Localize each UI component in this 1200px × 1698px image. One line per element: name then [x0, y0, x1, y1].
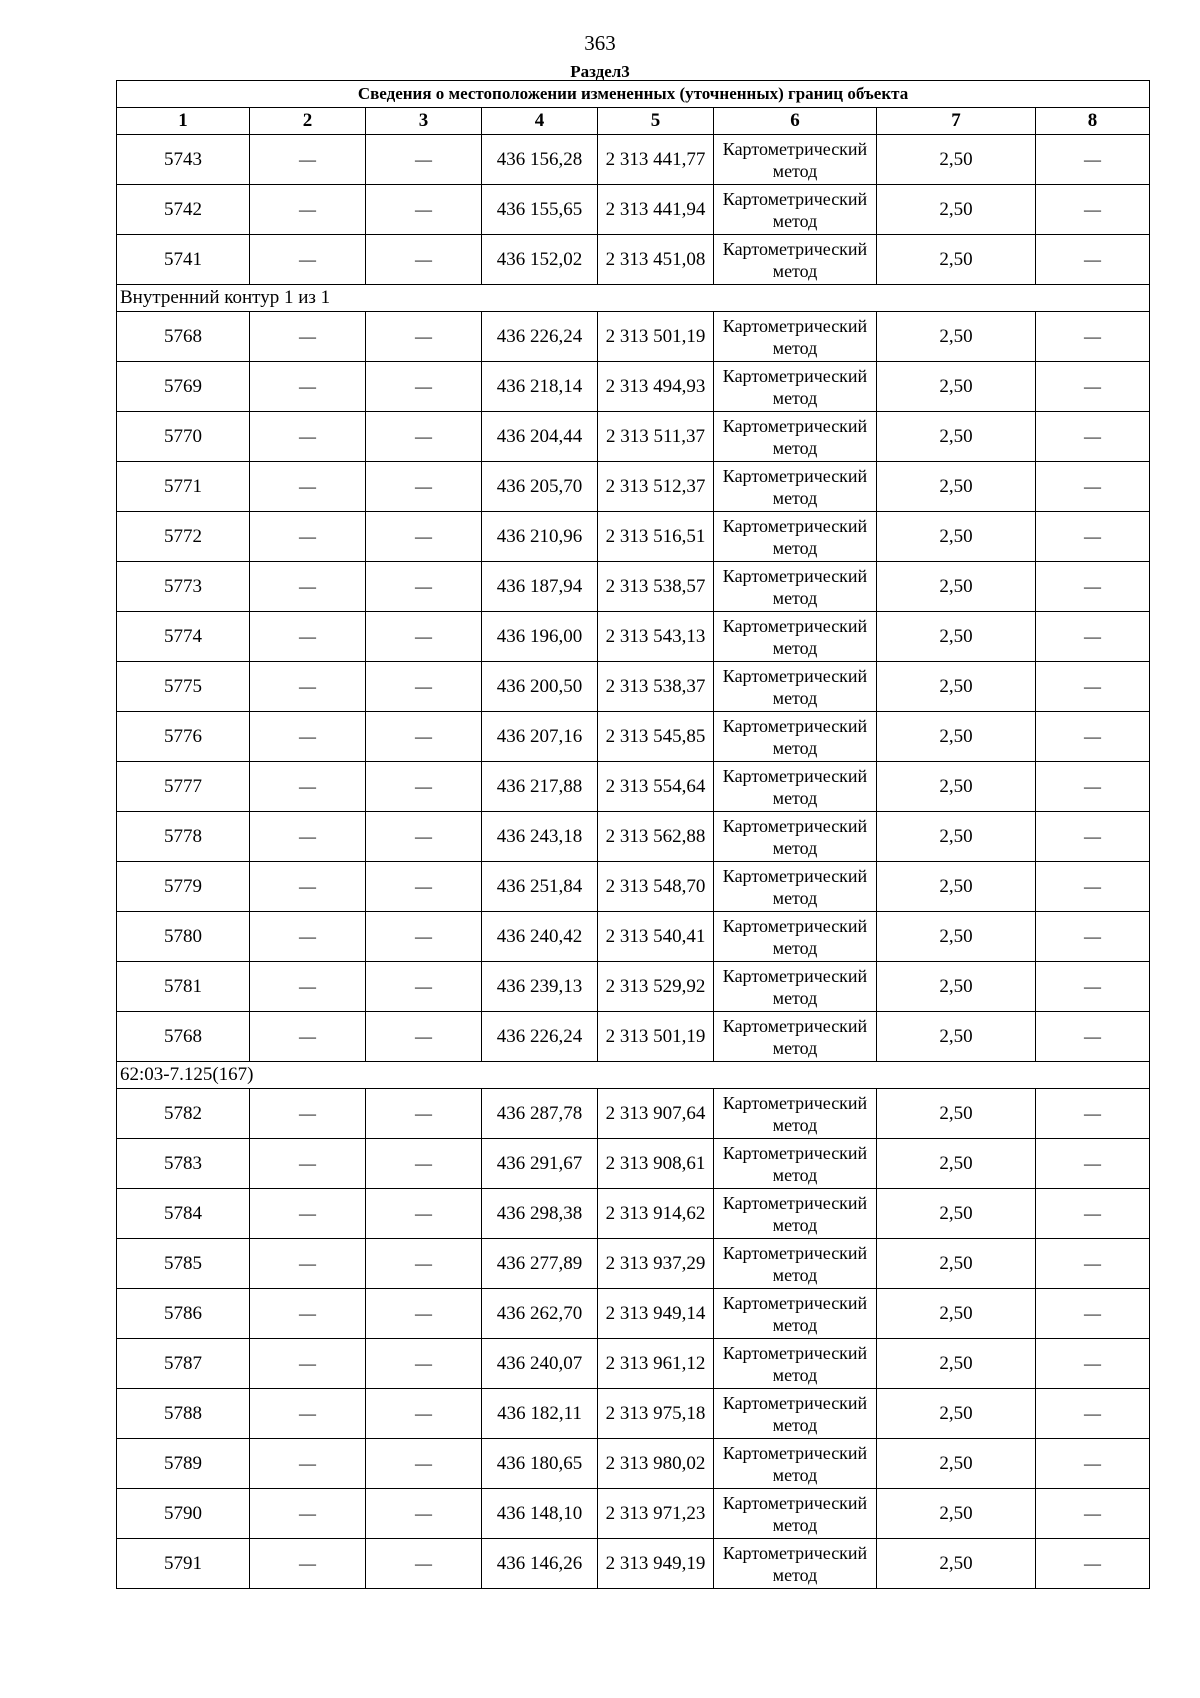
x-coordinate-cell: 436 239,13 [482, 962, 598, 1012]
table-row [117, 712, 1150, 762]
col8-cell: — [1036, 312, 1150, 362]
x-coordinate-cell: 436 155,65 [482, 185, 598, 235]
point-number-cell: 5788 [117, 1389, 250, 1439]
point-number-cell: 5786 [117, 1289, 250, 1339]
point-number-cell: 5742 [117, 185, 250, 235]
point-number-cell: 5783 [117, 1139, 250, 1189]
accuracy-cell: 2,50 [877, 862, 1036, 912]
col2-cell: — [250, 1339, 366, 1389]
table-row [117, 962, 1150, 1012]
col8-cell: — [1036, 562, 1150, 612]
col2-cell: — [250, 1539, 366, 1589]
table-row [117, 1289, 1150, 1339]
contour-label: Внутренний контур 1 из 1 [117, 285, 1150, 312]
col8-cell: — [1036, 1439, 1150, 1489]
col3-cell: — [366, 912, 482, 962]
col2-cell: — [250, 362, 366, 412]
col8-cell: — [1036, 185, 1150, 235]
boundary-coordinates-table [116, 80, 1150, 1589]
table-row [117, 235, 1150, 285]
y-coordinate-cell: 2 313 451,08 [598, 235, 714, 285]
accuracy-cell: 2,50 [877, 1089, 1036, 1139]
method-cell: Картометрический метод [714, 312, 877, 362]
point-number-cell: 5774 [117, 612, 250, 662]
section-title: Раздел3 [570, 62, 630, 81]
col2-cell: — [250, 1289, 366, 1339]
col8-cell: — [1036, 1289, 1150, 1339]
col3-cell: — [366, 662, 482, 712]
table-row [117, 1012, 1150, 1062]
col3-cell: — [366, 1089, 482, 1139]
point-number-cell: 5772 [117, 512, 250, 562]
col8-cell: — [1036, 612, 1150, 662]
accuracy-cell: 2,50 [877, 362, 1036, 412]
x-coordinate-cell: 436 205,70 [482, 462, 598, 512]
column-header-4: 4 [482, 108, 598, 135]
point-number-cell: 5776 [117, 712, 250, 762]
method-cell: Картометрический метод [714, 662, 877, 712]
point-number-cell: 5779 [117, 862, 250, 912]
col8-cell: — [1036, 412, 1150, 462]
col3-cell: — [366, 135, 482, 185]
table-row [117, 1139, 1150, 1189]
column-header-7: 7 [877, 108, 1036, 135]
col3-cell: — [366, 862, 482, 912]
table-row [117, 312, 1150, 362]
method-cell: Картометрический метод [714, 135, 877, 185]
contour-section-row [117, 285, 1150, 312]
col8-cell: — [1036, 1239, 1150, 1289]
y-coordinate-cell: 2 313 914,62 [598, 1189, 714, 1239]
y-coordinate-cell: 2 313 562,88 [598, 812, 714, 862]
table-row [117, 562, 1150, 612]
col3-cell: — [366, 312, 482, 362]
col2-cell: — [250, 512, 366, 562]
x-coordinate-cell: 436 226,24 [482, 312, 598, 362]
col2-cell: — [250, 235, 366, 285]
accuracy-cell: 2,50 [877, 662, 1036, 712]
method-cell: Картометрический метод [714, 912, 877, 962]
x-coordinate-cell: 436 152,02 [482, 235, 598, 285]
method-cell: Картометрический метод [714, 1012, 877, 1062]
x-coordinate-cell: 436 217,88 [482, 762, 598, 812]
point-number-cell: 5789 [117, 1439, 250, 1489]
col8-cell: — [1036, 1139, 1150, 1189]
point-number-cell: 5770 [117, 412, 250, 462]
point-number-cell: 5768 [117, 1012, 250, 1062]
method-cell: Картометрический метод [714, 1139, 877, 1189]
accuracy-cell: 2,50 [877, 712, 1036, 762]
point-number-cell: 5771 [117, 462, 250, 512]
y-coordinate-cell: 2 313 949,19 [598, 1539, 714, 1589]
x-coordinate-cell: 436 210,96 [482, 512, 598, 562]
col2-cell: — [250, 862, 366, 912]
col8-cell: — [1036, 812, 1150, 862]
col2-cell: — [250, 962, 366, 1012]
y-coordinate-cell: 2 313 937,29 [598, 1239, 714, 1289]
method-cell: Картометрический метод [714, 1389, 877, 1439]
accuracy-cell: 2,50 [877, 185, 1036, 235]
accuracy-cell: 2,50 [877, 512, 1036, 562]
table-row [117, 1239, 1150, 1289]
method-cell: Картометрический метод [714, 1289, 877, 1339]
column-header-row [117, 108, 1150, 135]
point-number-cell: 5787 [117, 1339, 250, 1389]
col2-cell: — [250, 562, 366, 612]
point-number-cell: 5791 [117, 1539, 250, 1589]
y-coordinate-cell: 2 313 516,51 [598, 512, 714, 562]
accuracy-cell: 2,50 [877, 562, 1036, 612]
table-row [117, 612, 1150, 662]
col2-cell: — [250, 1239, 366, 1289]
accuracy-cell: 2,50 [877, 762, 1036, 812]
accuracy-cell: 2,50 [877, 312, 1036, 362]
col8-cell: — [1036, 1189, 1150, 1239]
point-number-cell: 5785 [117, 1239, 250, 1289]
point-number-cell: 5790 [117, 1489, 250, 1539]
accuracy-cell: 2,50 [877, 1539, 1036, 1589]
method-cell: Картометрический метод [714, 1189, 877, 1239]
col3-cell: — [366, 762, 482, 812]
point-number-cell: 5773 [117, 562, 250, 612]
y-coordinate-cell: 2 313 548,70 [598, 862, 714, 912]
col8-cell: — [1036, 1089, 1150, 1139]
col8-cell: — [1036, 135, 1150, 185]
col2-cell: — [250, 1439, 366, 1489]
col2-cell: — [250, 462, 366, 512]
accuracy-cell: 2,50 [877, 1189, 1036, 1239]
y-coordinate-cell: 2 313 540,41 [598, 912, 714, 962]
col8-cell: — [1036, 862, 1150, 912]
accuracy-cell: 2,50 [877, 1489, 1036, 1539]
col8-cell: — [1036, 362, 1150, 412]
x-coordinate-cell: 436 182,11 [482, 1389, 598, 1439]
y-coordinate-cell: 2 313 971,23 [598, 1489, 714, 1539]
col2-cell: — [250, 412, 366, 462]
y-coordinate-cell: 2 313 908,61 [598, 1139, 714, 1189]
method-cell: Картометрический метод [714, 1539, 877, 1589]
y-coordinate-cell: 2 313 441,94 [598, 185, 714, 235]
accuracy-cell: 2,50 [877, 612, 1036, 662]
col3-cell: — [366, 562, 482, 612]
table-row [117, 762, 1150, 812]
method-cell: Картометрический метод [714, 1439, 877, 1489]
table-row [117, 1439, 1150, 1489]
contour-section-row [117, 1062, 1150, 1089]
table-title: Сведения о местоположении измененных (уточненных) границ объекта [117, 81, 1150, 108]
col3-cell: — [366, 962, 482, 1012]
accuracy-cell: 2,50 [877, 1139, 1036, 1189]
x-coordinate-cell: 436 262,70 [482, 1289, 598, 1339]
col3-cell: — [366, 1139, 482, 1189]
col3-cell: — [366, 712, 482, 762]
y-coordinate-cell: 2 313 545,85 [598, 712, 714, 762]
table-row [117, 812, 1150, 862]
col8-cell: — [1036, 1389, 1150, 1439]
col2-cell: — [250, 1012, 366, 1062]
x-coordinate-cell: 436 146,26 [482, 1539, 598, 1589]
accuracy-cell: 2,50 [877, 1012, 1036, 1062]
col3-cell: — [366, 1389, 482, 1439]
column-header-5: 5 [598, 108, 714, 135]
method-cell: Картометрический метод [714, 762, 877, 812]
x-coordinate-cell: 436 291,67 [482, 1139, 598, 1189]
table-row [117, 662, 1150, 712]
col8-cell: — [1036, 512, 1150, 562]
point-number-cell: 5741 [117, 235, 250, 285]
column-header-6: 6 [714, 108, 877, 135]
y-coordinate-cell: 2 313 494,93 [598, 362, 714, 412]
col2-cell: — [250, 1139, 366, 1189]
method-cell: Картометрический метод [714, 862, 877, 912]
x-coordinate-cell: 436 200,50 [482, 662, 598, 712]
table-body [117, 135, 1150, 1589]
x-coordinate-cell: 436 240,42 [482, 912, 598, 962]
accuracy-cell: 2,50 [877, 1389, 1036, 1439]
point-number-cell: 5743 [117, 135, 250, 185]
col3-cell: — [366, 1189, 482, 1239]
x-coordinate-cell: 436 148,10 [482, 1489, 598, 1539]
table-row [117, 462, 1150, 512]
col8-cell: — [1036, 1539, 1150, 1589]
accuracy-cell: 2,50 [877, 1289, 1036, 1339]
method-cell: Картометрический метод [714, 412, 877, 462]
col2-cell: — [250, 912, 366, 962]
table-row [117, 862, 1150, 912]
x-coordinate-cell: 436 243,18 [482, 812, 598, 862]
method-cell: Картометрический метод [714, 812, 877, 862]
column-header-3: 3 [366, 108, 482, 135]
y-coordinate-cell: 2 313 543,13 [598, 612, 714, 662]
accuracy-cell: 2,50 [877, 1339, 1036, 1389]
col8-cell: — [1036, 1489, 1150, 1539]
table-row [117, 1539, 1150, 1589]
accuracy-cell: 2,50 [877, 1439, 1036, 1489]
accuracy-cell: 2,50 [877, 1239, 1036, 1289]
method-cell: Картометрический метод [714, 1489, 877, 1539]
col8-cell: — [1036, 762, 1150, 812]
y-coordinate-cell: 2 313 975,18 [598, 1389, 714, 1439]
col3-cell: — [366, 362, 482, 412]
col2-cell: — [250, 135, 366, 185]
table-row [117, 362, 1150, 412]
table-row [117, 1339, 1150, 1389]
column-header-8: 8 [1036, 108, 1150, 135]
col3-cell: — [366, 1539, 482, 1589]
table-row [117, 1489, 1150, 1539]
table-row [117, 135, 1150, 185]
y-coordinate-cell: 2 313 554,64 [598, 762, 714, 812]
accuracy-cell: 2,50 [877, 912, 1036, 962]
x-coordinate-cell: 436 180,65 [482, 1439, 598, 1489]
page-number: 363 [584, 31, 616, 55]
method-cell: Картометрический метод [714, 512, 877, 562]
method-cell: Картометрический метод [714, 562, 877, 612]
method-cell: Картометрический метод [714, 1339, 877, 1389]
x-coordinate-cell: 436 287,78 [482, 1089, 598, 1139]
y-coordinate-cell: 2 313 529,92 [598, 962, 714, 1012]
accuracy-cell: 2,50 [877, 135, 1036, 185]
accuracy-cell: 2,50 [877, 235, 1036, 285]
x-coordinate-cell: 436 277,89 [482, 1239, 598, 1289]
table-row [117, 185, 1150, 235]
col3-cell: — [366, 512, 482, 562]
x-coordinate-cell: 436 251,84 [482, 862, 598, 912]
col3-cell: — [366, 235, 482, 285]
y-coordinate-cell: 2 313 501,19 [598, 312, 714, 362]
y-coordinate-cell: 2 313 961,12 [598, 1339, 714, 1389]
y-coordinate-cell: 2 313 538,57 [598, 562, 714, 612]
col3-cell: — [366, 185, 482, 235]
y-coordinate-cell: 2 313 501,19 [598, 1012, 714, 1062]
y-coordinate-cell: 2 313 907,64 [598, 1089, 714, 1139]
col8-cell: — [1036, 962, 1150, 1012]
method-cell: Картометрический метод [714, 1239, 877, 1289]
method-cell: Картометрический метод [714, 962, 877, 1012]
y-coordinate-cell: 2 313 538,37 [598, 662, 714, 712]
col3-cell: — [366, 1339, 482, 1389]
col2-cell: — [250, 312, 366, 362]
x-coordinate-cell: 436 187,94 [482, 562, 598, 612]
method-cell: Картометрический метод [714, 712, 877, 762]
method-cell: Картометрический метод [714, 362, 877, 412]
table-row [117, 912, 1150, 962]
col3-cell: — [366, 1489, 482, 1539]
col8-cell: — [1036, 235, 1150, 285]
col2-cell: — [250, 812, 366, 862]
col8-cell: — [1036, 1012, 1150, 1062]
col3-cell: — [366, 812, 482, 862]
column-header-2: 2 [250, 108, 366, 135]
y-coordinate-cell: 2 313 512,37 [598, 462, 714, 512]
col2-cell: — [250, 1189, 366, 1239]
x-coordinate-cell: 436 196,00 [482, 612, 598, 662]
col8-cell: — [1036, 712, 1150, 762]
point-number-cell: 5768 [117, 312, 250, 362]
point-number-cell: 5775 [117, 662, 250, 712]
x-coordinate-cell: 436 204,44 [482, 412, 598, 462]
method-cell: Картометрический метод [714, 185, 877, 235]
table-row [117, 412, 1150, 462]
y-coordinate-cell: 2 313 949,14 [598, 1289, 714, 1339]
accuracy-cell: 2,50 [877, 462, 1036, 512]
col3-cell: — [366, 1289, 482, 1339]
table-row [117, 1189, 1150, 1239]
table-row [117, 512, 1150, 562]
x-coordinate-cell: 436 226,24 [482, 1012, 598, 1062]
col2-cell: — [250, 1489, 366, 1539]
col2-cell: — [250, 612, 366, 662]
method-cell: Картометрический метод [714, 612, 877, 662]
method-cell: Картометрический метод [714, 235, 877, 285]
col3-cell: — [366, 1439, 482, 1489]
x-coordinate-cell: 436 156,28 [482, 135, 598, 185]
col2-cell: — [250, 662, 366, 712]
col8-cell: — [1036, 1339, 1150, 1389]
col2-cell: — [250, 712, 366, 762]
col3-cell: — [366, 612, 482, 662]
contour-label: 62:03-7.125(167) [117, 1062, 1150, 1089]
table-row [117, 1389, 1150, 1439]
col8-cell: — [1036, 662, 1150, 712]
col2-cell: — [250, 1089, 366, 1139]
y-coordinate-cell: 2 313 980,02 [598, 1439, 714, 1489]
col2-cell: — [250, 762, 366, 812]
col8-cell: — [1036, 462, 1150, 512]
col2-cell: — [250, 185, 366, 235]
x-coordinate-cell: 436 240,07 [482, 1339, 598, 1389]
point-number-cell: 5769 [117, 362, 250, 412]
method-cell: Картометрический метод [714, 1089, 877, 1139]
point-number-cell: 5780 [117, 912, 250, 962]
y-coordinate-cell: 2 313 441,77 [598, 135, 714, 185]
table-row [117, 1089, 1150, 1139]
point-number-cell: 5777 [117, 762, 250, 812]
col3-cell: — [366, 462, 482, 512]
method-cell: Картометрический метод [714, 462, 877, 512]
point-number-cell: 5778 [117, 812, 250, 862]
x-coordinate-cell: 436 218,14 [482, 362, 598, 412]
accuracy-cell: 2,50 [877, 812, 1036, 862]
x-coordinate-cell: 436 298,38 [482, 1189, 598, 1239]
point-number-cell: 5784 [117, 1189, 250, 1239]
col3-cell: — [366, 1239, 482, 1289]
y-coordinate-cell: 2 313 511,37 [598, 412, 714, 462]
column-header-1: 1 [117, 108, 250, 135]
point-number-cell: 5781 [117, 962, 250, 1012]
accuracy-cell: 2,50 [877, 412, 1036, 462]
x-coordinate-cell: 436 207,16 [482, 712, 598, 762]
col8-cell: — [1036, 912, 1150, 962]
col3-cell: — [366, 412, 482, 462]
col2-cell: — [250, 1389, 366, 1439]
col3-cell: — [366, 1012, 482, 1062]
accuracy-cell: 2,50 [877, 962, 1036, 1012]
point-number-cell: 5782 [117, 1089, 250, 1139]
